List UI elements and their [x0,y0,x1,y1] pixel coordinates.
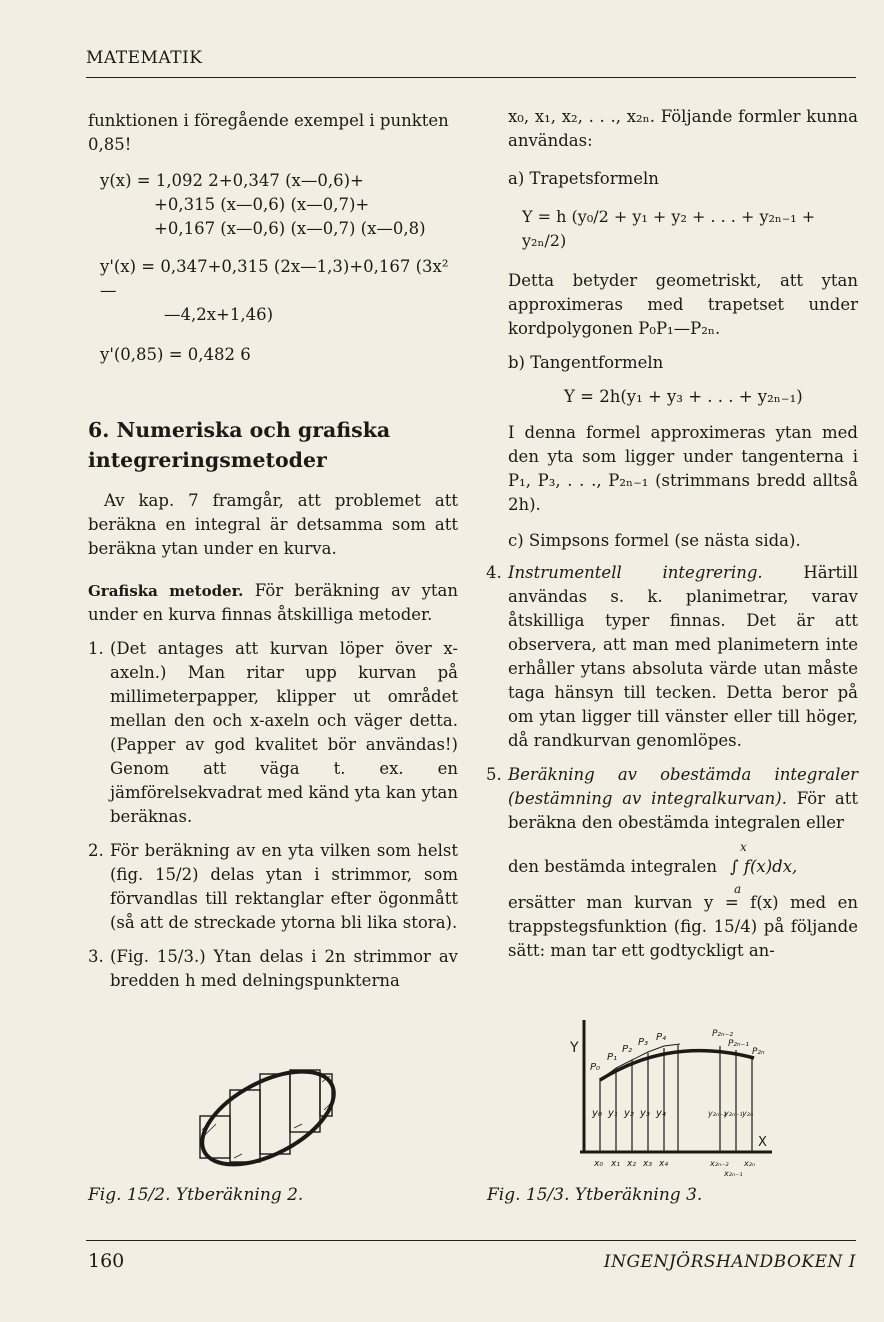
left-column [88,109,458,993]
ordinate-label: y₂ [624,1108,634,1119]
point-label: P₂ [622,1044,633,1055]
eq-y-line2: +0,315 (x—0,6) (x—0,7)+ [154,195,370,214]
trapets-formula: Y = h (y₀/2 + y₁ + y₂ + . . . + y₂ₙ₋₁ + y₂ₙ/2) [522,207,816,250]
point-label: P₂ₙ₋₁ [728,1039,749,1049]
right-column [486,105,858,963]
tangent-text: I denna formel approximeras ytan med den yta som ligger under tangenterna i P₁, P₃, . . ., P₂ₙ₋₁ (strimmans bredd alltså 2h). [508,423,858,514]
x-tick-label: x₄ [659,1159,668,1169]
x-tick-label: x₁ [611,1159,620,1169]
figure-15-2 [190,1060,340,1175]
trapets-text: Detta betyder geometriskt, att ytan approximeras med trapetset under kordpolygonen P₀P₁—P₂ₙ. [508,271,858,338]
item5-title: Beräkning av obestämda integraler (bestämning av integralkurvan). [508,765,858,808]
eq-y-line1: y(x) = 1,092 2+0,347 (x—0,6)+ [100,171,364,190]
grafiska-paragraph [88,579,458,627]
strip-rectangles [200,1070,332,1162]
ordinate-label: y₃ [640,1108,650,1119]
list-num: 3. [88,947,104,966]
strip [260,1074,290,1154]
integral-upper-limit: x [740,840,747,854]
x-tick-label: x₂ₙ [744,1159,756,1168]
book-title: INGENJÖRSHANDBOKEN I [603,1252,856,1272]
x-tick-label: x₀ [594,1159,603,1169]
figure-15-3 [560,1018,780,1183]
curve [600,1051,754,1080]
point-label: P₃ [638,1037,649,1048]
list-item-3 [88,945,458,993]
intro-text: funktionen i föregående exempel i punkten 0,85! [88,111,449,154]
ordinates [600,1045,752,1152]
hatching [202,1076,330,1158]
integral-line [508,839,858,896]
item4-text: Härtill användas s. k. planimetrar, varav åtskilliga typer finnas. Det är att observera, att man med planimetern inte erhåller ytans absoluta värde utan måste taga hänsyn till tecken. Detta beror på om ytan ligger till vänster eller till höger, då randkurvan genomlöpes. [508,563,858,750]
item5-text3: ersätter man kurvan y = f(x) med en trappstegsfunktion (fig. 15/4) på följande sätt: man tar ett godtyckligt an- [508,893,858,960]
ordinate-label: y₂ₙ [742,1109,754,1118]
point-label: P₄ [656,1032,667,1043]
x-tick-label: x₂ₙ₋₂ [710,1159,729,1168]
list-text: För beräkning av en yta vilken som helst (fig. 15/2) delas ytan i strimmor, som förvandlas till rektanglar efter ögonmått (så att de streckade ytorna bli lika stora). [110,841,458,932]
list-item-5 [486,763,858,963]
item4-title: Instrumentell integrering. [508,563,763,582]
strip [230,1090,260,1162]
eq-dy-value: y'(0,85) = 0,482 6 [100,345,251,364]
simpson-label: c) Simpsons formel (se nästa sida). [508,531,801,550]
list-text: (Det antages att kurvan löper över x-axeln.) Man ritar upp kurvan på millimeterpapper, klipper ut området mellan den och x-axeln och väger detta. (Papper av god kvalitet bör användas!) Genom att väga t. ex. en jämförelsekvadrat med känd yta kan ytan beräknas. [110,639,458,826]
list-num: 4. [486,563,502,582]
x-tick-label: x₃ [643,1159,652,1169]
tangent-label: b) Tangentformeln [508,353,664,372]
header-rule [86,77,856,78]
point-label: P₀ [590,1062,601,1073]
item5-text1: För att beräkna den obestämda integralen eller [508,789,858,832]
ordinate-label: y₀ [592,1108,602,1119]
integral-expression: ∫ f(x)dx, [730,857,798,876]
ordinate-label: y₂ₙ₋₂ [708,1109,727,1118]
list-item-4 [486,561,858,753]
point-label: P₂ₙ [752,1047,765,1057]
item5-text2: den bestämda integralen [508,857,718,876]
list-text: (Fig. 15/3.) Ytan delas i 2n strimmor av bredden h med delningspunkterna [110,947,458,990]
section-intro: Av kap. 7 framgår, att problemet att beräkna en integral är detsamma som att beräkna ytan under en kurva. [88,491,458,558]
list-num: 2. [88,841,104,860]
y-axis-label: Y [570,1040,579,1056]
grafiska-text: För beräkning av ytan under en kurva finnas åtskilliga metoder. [88,581,459,624]
ordinate-label: y₄ [656,1108,666,1119]
list-num: 5. [486,765,502,784]
list-num: 1. [88,639,104,658]
section-heading: 6. Numeriska och grafiska integreringsmetoder [88,418,391,472]
eq-dy-line1: y'(x) = 0,347+0,315 (2x—1,3)+0,167 (3x²— [100,257,449,300]
ordinate-label: y₁ [608,1108,618,1119]
list-item-2 [88,839,458,935]
footer-rule [86,1240,856,1241]
trapets-label: a) Trapetsformeln [508,169,659,188]
grafiska-runin: Grafiska metoder. [88,582,244,600]
list-item-1 [88,637,458,829]
point-label: P₁ [607,1052,618,1063]
x-tick-label: x₂ [627,1159,636,1169]
tangent-formula: Y = 2h(y₁ + y₃ + . . . + y₂ₙ₋₁) [564,387,803,406]
page-number: 160 [88,1250,125,1272]
strip [290,1070,320,1132]
fig-caption-15-2: Fig. 15/2. Ytberäkning 2. [88,1185,304,1205]
running-header: MATEMATIK [86,48,203,68]
x-axis-label: X [758,1135,767,1150]
point-label: P₂ₙ₋₂ [712,1029,733,1039]
integral-lower-limit: a [734,882,742,896]
eq-y-line3: +0,167 (x—0,6) (x—0,7) (x—0,8) [154,219,426,238]
closed-curve [190,1060,340,1175]
ordinate-label: y₂ₙ₋₁ [724,1109,743,1118]
fig-caption-15-3: Fig. 15/3. Ytberäkning 3. [487,1185,703,1205]
eq-dy-line2: —4,2x+1,46) [164,305,274,324]
points-continuation: x₀, x₁, x₂, . . ., x₂ₙ. Följande formler kunna användas: [508,107,858,150]
x-tick-label: x₂ₙ₋₁ [724,1169,743,1178]
